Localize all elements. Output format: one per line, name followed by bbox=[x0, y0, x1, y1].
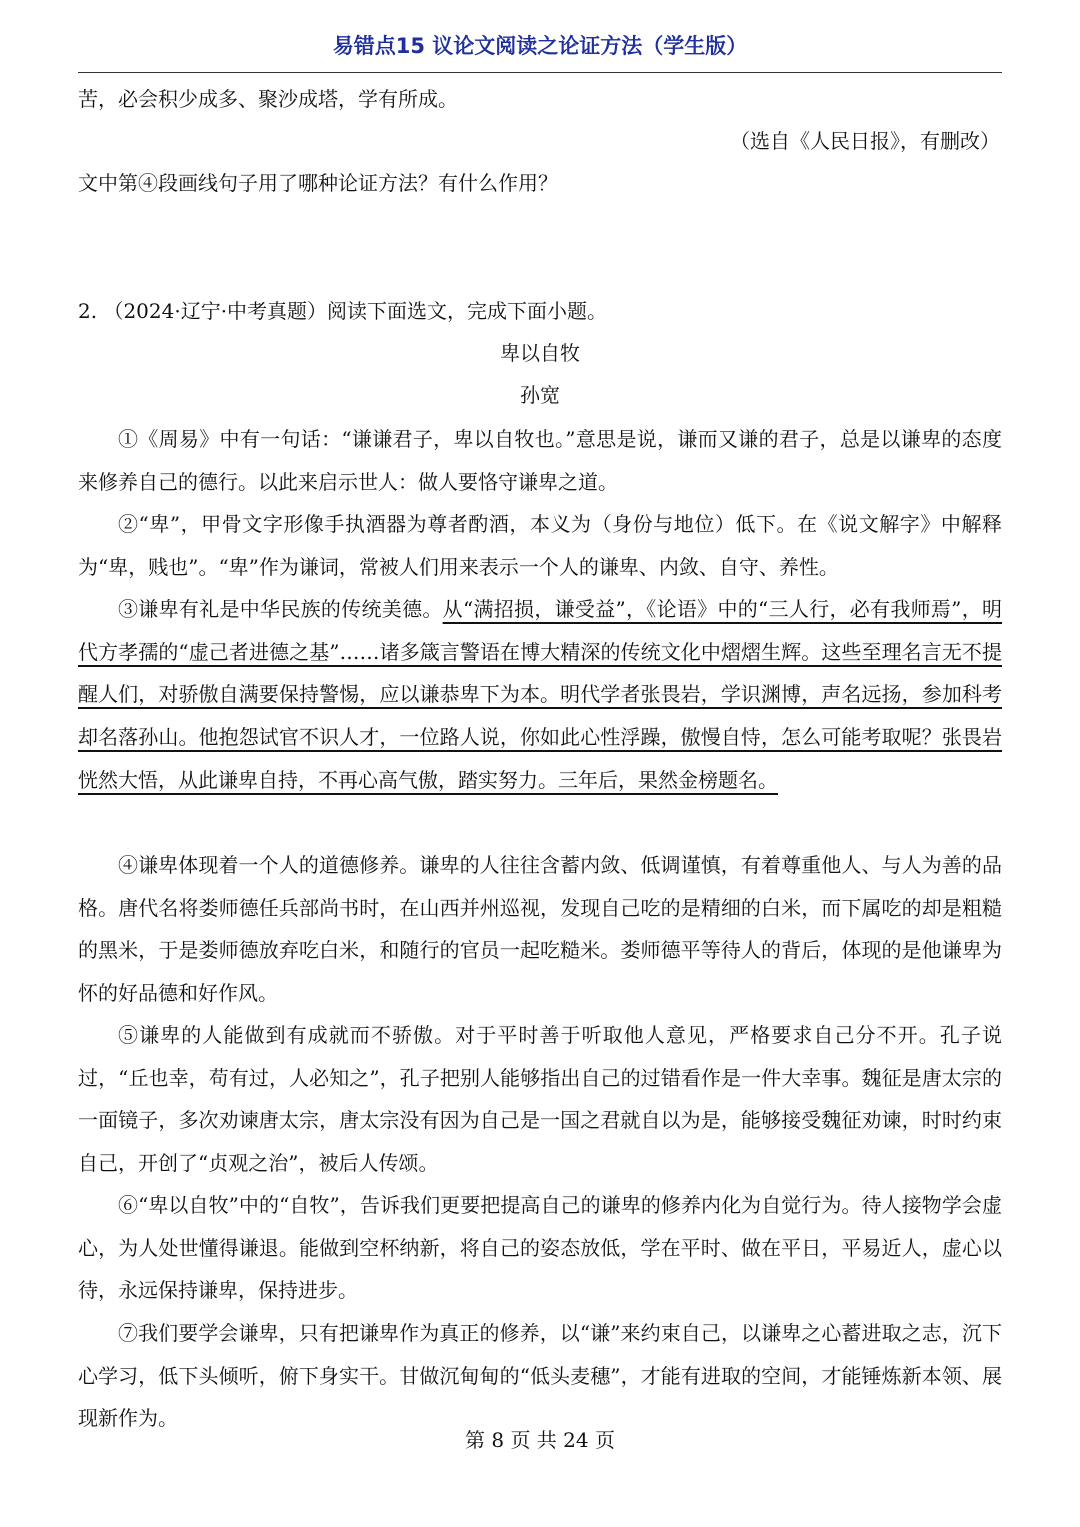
paragraph-4: ④谦卑体现着一个人的道德修养。谦卑的人往往含蓄内敛、低调谨慎，有着尊重他人、与人为善的品格。唐代名将娄师德任兵部尚书时，在山西并州巡视，发现自己吃的是精细的白米，而下属吃的却是粗糙的黑米，于是娄师德放弃吃白米，和随行的官员一起吃糙米。娄师德平等待人的背后，体现的是他谦卑为怀的好品德和好作风。 bbox=[78, 853, 1002, 1006]
paragraph-1: ①《周易》中有一句话：“谦谦君子，卑以自牧也。”意思是说，谦而又谦的君子，总是以谦卑的态度来修养自己的德行。以此来启示世人：做人要恪守谦卑之道。 bbox=[78, 427, 1002, 494]
paragraph-3-lead: ③谦卑有礼是中华民族的传统美德。 bbox=[118, 597, 443, 621]
page-number: 第 8 页 共 24 页 bbox=[465, 1428, 615, 1452]
article-author: 孙宽 bbox=[520, 383, 560, 407]
paragraph-7: ⑦我们要学会谦卑，只有把谦卑作为真正的修养，以“谦”来约束自己，以谦卑之心蓄进取之志，沉下心学习，低下头倾听，俯下身实干。甘做沉甸甸的“低头麦穗”，才能有进取的空间，才能锤炼新本领、展现新作为。 bbox=[78, 1321, 1002, 1431]
page-header-title: 易错点15 议论文阅读之论证方法（学生版） bbox=[332, 34, 748, 58]
paragraph-3-underlined-sentence: 从“满招损，谦受益”，《论语》中的“三人行，必有我师焉”，明代方孝孺的“虚己者进德之基”……诸多箴言警语在博大精深的传统文化中熠熠生辉。这些至理名言无不提醒人们，对骄傲自满要保持警惕，应以谦恭卑下为本。明代学者张畏岩，学识渊博，声名远扬，参加科考却名落孙山。他抱怨试官不识人才，一位路人说，你如此心性浮躁，傲慢自恃，怎么可能考取呢？张畏岩恍然大悟，从此谦卑自持，不再心高气傲，踏实努力。三年后，果然金榜题名。 bbox=[78, 597, 1002, 792]
paragraph-6: ⑥“卑以自牧”中的“自牧”，告诉我们更要把提高自己的谦卑的修养内化为自觉行为。待人接物学会虚心，为人处世懂得谦退。能做到空杯纳新，将自己的姿态放低，学在平时、做在平日，平易近人，虚心以待，永远保持谦卑，保持进步。 bbox=[78, 1193, 1002, 1303]
question-2-intro: 2. （2024·辽宁·中考真题）阅读下面选文，完成下面小题。 bbox=[78, 299, 608, 323]
header-divider bbox=[78, 72, 1002, 73]
paragraph-2: ②“卑”，甲骨文字形像手执酒器为尊者酌酒，本义为（身份与地位）低下。在《说文解字》中解释为“卑，贱也”。“卑”作为谦词，常被人们用来表示一个人的谦卑、内敛、自守、养性。 bbox=[78, 512, 1002, 579]
paragraph-5: ⑤谦卑的人能做到有成就而不骄傲。对于平时善于听取他人意见，严格要求自己分不开。孔子说过，“丘也幸，苟有过，人必知之”，孔子把别人能够指出自己的过错看作是一件大幸事。魏征是唐太宗的一面镜子，多次劝谏唐太宗，唐太宗没有因为自己是一国之君就自以为是，能够接受魏征劝谏，时时约束自己，开创了“贞观之治”，被后人传颂。 bbox=[78, 1023, 1002, 1176]
article-title: 卑以自牧 bbox=[500, 341, 580, 365]
question-text: 文中第④段画线句子用了哪种论证方法？有什么作用？ bbox=[78, 171, 558, 195]
paragraph-3 bbox=[78, 588, 1002, 802]
previous-passage-ending: 苦，必会积少成多、聚沙成塔，学有所成。 bbox=[78, 87, 458, 111]
source-citation: （选自《人民日报》，有删改） bbox=[730, 129, 1000, 153]
